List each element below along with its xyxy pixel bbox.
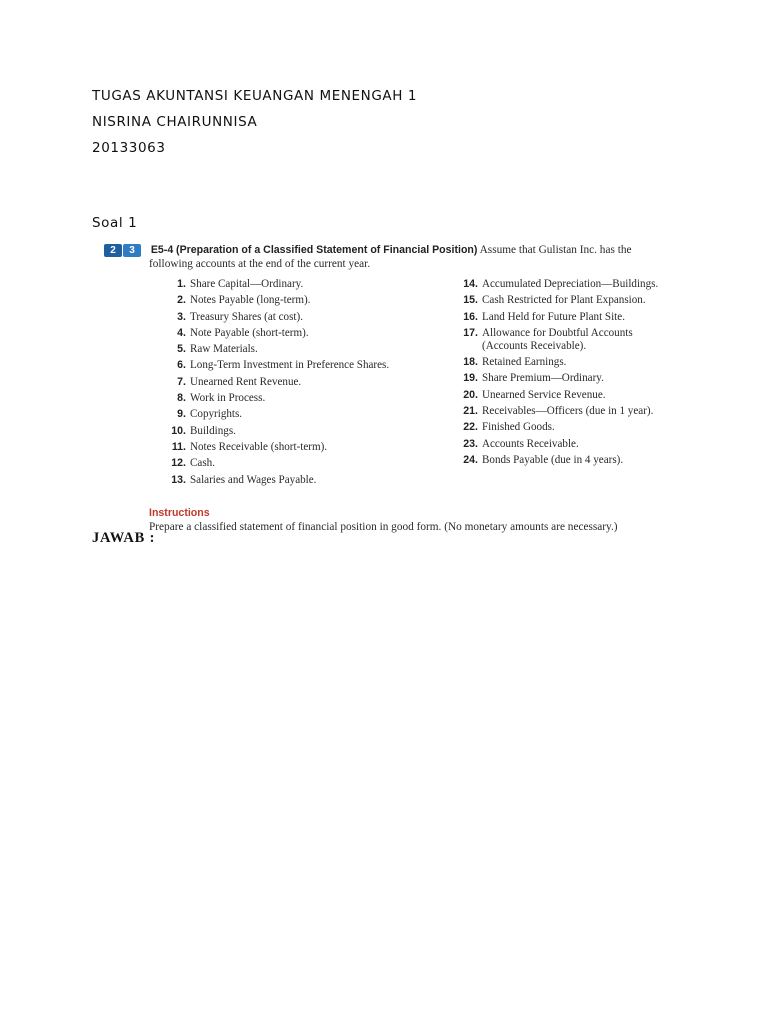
account-list-item: [440, 389, 700, 402]
item-number: 22.: [463, 421, 478, 434]
item-number: 21.: [463, 405, 478, 418]
item-number: 20.: [463, 388, 478, 401]
item-text: Share Capital—Ordinary.: [190, 278, 304, 290]
item-number: 10.: [171, 424, 186, 437]
account-list-item: [440, 311, 700, 324]
account-list-item: [440, 294, 700, 307]
account-list-item: [148, 441, 408, 454]
account-list-item: [440, 405, 700, 418]
item-text: Finished Goods.: [482, 421, 555, 434]
account-list-item: [440, 372, 700, 385]
account-list-item: [148, 474, 408, 487]
item-number: 24.: [463, 453, 478, 466]
item-number: 18.: [463, 356, 478, 369]
account-list-item: [440, 438, 700, 451]
account-list-item: [440, 421, 700, 434]
item-text: Salaries and Wages Payable.: [190, 473, 317, 486]
exercise-title: (Preparation of a Classified Statement of Financial Position): [176, 244, 478, 256]
account-list-left: [148, 278, 408, 490]
student-id: 20133063: [92, 140, 166, 156]
section-label: Soal 1: [92, 215, 138, 231]
learning-objective-badges: [104, 243, 142, 257]
account-list-item: [148, 311, 408, 324]
account-list-item: [148, 343, 408, 356]
account-list-item: [148, 392, 408, 405]
objective-badge: 3: [123, 244, 141, 257]
item-number: 2.: [177, 294, 186, 307]
item-number: 1.: [177, 278, 186, 290]
item-text: Buildings.: [190, 424, 236, 437]
exercise-heading: [104, 243, 694, 257]
item-text: Accounts Receivable.: [482, 437, 579, 450]
item-number: 5.: [177, 343, 186, 356]
item-number: 17.: [463, 326, 478, 339]
item-text: Bonds Payable (due in 4 years).: [482, 453, 624, 466]
item-text: Cash.: [190, 457, 215, 470]
answer-label: JAWAB :: [92, 530, 156, 546]
item-text: Accumulated Depreciation—Buildings.: [482, 278, 659, 290]
item-number: 14.: [463, 278, 478, 290]
item-text: Land Held for Future Plant Site.: [482, 310, 625, 323]
account-list-right: [440, 278, 700, 470]
item-number: 19.: [463, 372, 478, 385]
instructions-heading: Instructions: [149, 507, 210, 519]
item-text: Allowance for Doubtful Accounts: [482, 326, 633, 339]
account-list-item: [148, 294, 408, 307]
item-text: Treasury Shares (at cost).: [190, 310, 303, 323]
item-number: 4.: [177, 326, 186, 339]
item-number: 12.: [171, 457, 186, 470]
item-number: 16.: [463, 310, 478, 323]
item-number: 13.: [171, 473, 186, 486]
item-subtext: (Accounts Receivable).: [482, 339, 587, 352]
exercise-code: E5-4: [150, 244, 174, 256]
account-list-item: [440, 278, 700, 291]
account-list-item: [148, 425, 408, 438]
account-lists: [104, 271, 694, 507]
item-text: Note Payable (short-term).: [190, 326, 309, 339]
item-text: Notes Receivable (short-term).: [190, 440, 328, 453]
item-number: 3.: [177, 310, 186, 323]
item-text: Copyrights.: [190, 408, 243, 421]
account-list-item: [440, 454, 700, 467]
document-title: TUGAS AKUNTANSI KEUANGAN MENENGAH 1: [92, 88, 418, 104]
account-list-item: [148, 408, 408, 421]
account-list-item: [440, 327, 700, 353]
item-number: 11.: [171, 440, 186, 453]
textbook-exercise-excerpt: [104, 243, 694, 534]
item-text: Raw Materials.: [190, 343, 258, 356]
account-list-item: [148, 327, 408, 340]
account-list-item: [148, 359, 408, 372]
item-text: Notes Payable (long-term).: [190, 294, 311, 307]
item-text: Long-Term Investment in Preference Shares.: [190, 359, 390, 372]
item-text: Share Premium—Ordinary.: [482, 372, 604, 385]
item-number: 23.: [463, 437, 478, 450]
account-list-item: [148, 278, 408, 291]
instructions-text: Prepare a classified statement of financial position in good form. (No monetary amounts are necessary.): [149, 521, 618, 533]
item-number: 8.: [177, 392, 186, 405]
account-list-item: [148, 457, 408, 470]
student-name: NISRINA CHAIRUNNISA: [92, 114, 258, 130]
item-text: Unearned Rent Revenue.: [190, 375, 302, 388]
item-text: Receivables—Officers (due in 1 year).: [482, 405, 654, 418]
item-text: Work in Process.: [190, 392, 266, 405]
item-text: Unearned Service Revenue.: [482, 388, 606, 401]
item-number: 6.: [177, 359, 186, 372]
exercise-intro-line2: following accounts at the end of the current year.: [149, 258, 371, 270]
exercise-intro: Assume that Gulistan Inc. has the: [479, 244, 632, 256]
objective-badge: 2: [104, 244, 122, 257]
item-text: Retained Earnings.: [482, 356, 567, 369]
item-number: 7.: [177, 375, 186, 388]
account-list-item: [148, 376, 408, 389]
item-text: Cash Restricted for Plant Expansion.: [482, 294, 646, 307]
item-number: 9.: [177, 408, 186, 421]
account-list-item: [440, 356, 700, 369]
item-number: 15.: [463, 294, 478, 307]
